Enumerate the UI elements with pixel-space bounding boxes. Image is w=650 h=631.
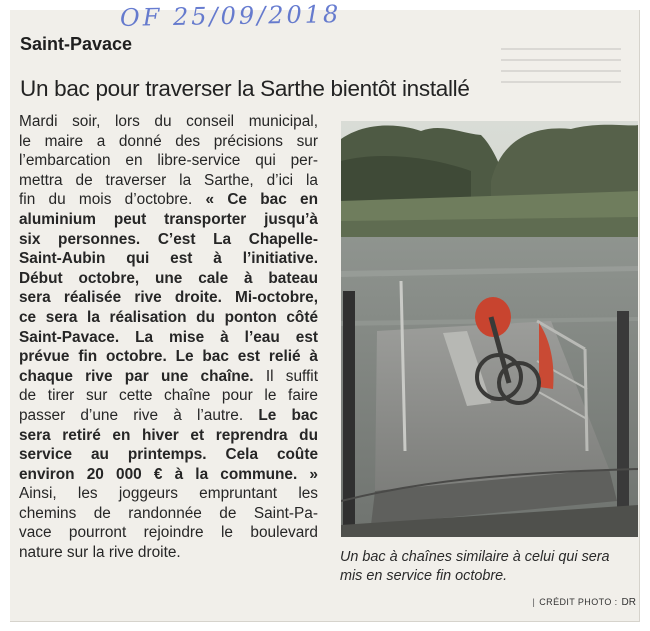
body-line [19, 523, 318, 543]
body-line [19, 484, 318, 504]
body-text: de tirer sur cette chaîne pour le faire [19, 387, 318, 405]
body-text-bold: service au printemps. Cela coûte [19, 446, 318, 464]
body-text: Mardi soir, lors du conseil municipal, [19, 113, 318, 130]
body-line [19, 445, 318, 465]
bleed-through-text [501, 48, 621, 88]
body-line [19, 504, 318, 524]
body-text: nature sur la rive droite. [19, 544, 181, 562]
body-line [19, 210, 318, 230]
body-text: vace pourront rejoindre le boulevard [19, 524, 318, 542]
body-line [19, 288, 318, 308]
body-text-bold: « Ce bac en [205, 191, 318, 209]
body-text-bold: Saint-Pavace. La mise à l’eau est [19, 328, 318, 346]
body-text-bold: six personnes. C’est La Chapelle- [19, 230, 318, 248]
ferry-photo-illustration [341, 121, 638, 537]
body-text-bold: sera réalisée rive droite. Mi-octobre, [19, 289, 318, 307]
body-line [19, 465, 318, 485]
body-line [19, 406, 318, 426]
body-line [19, 249, 318, 269]
body-line [19, 269, 318, 289]
body-line [19, 132, 318, 152]
credit-value: DR [621, 597, 636, 608]
body-text: fin du mois d’octobre. [19, 191, 206, 209]
body-text-bold: sera retiré en hiver et reprendra du [19, 426, 318, 444]
body-line [19, 347, 318, 367]
body-text: le maire a donné des précisions sur [19, 132, 318, 150]
body-text-bold: Le bac [258, 406, 318, 424]
credit-separator: | [532, 597, 536, 607]
body-text: Ainsi, les joggeurs empruntant les [19, 485, 318, 503]
body-text: Il suffit [265, 367, 318, 385]
body-text: chemins de randonnée de Saint-Pa- [19, 504, 318, 522]
credit-label: CRÉDIT PHOTO : [539, 597, 618, 607]
article-headline: Un bac pour traverser la Sarthe bientôt installé [20, 76, 470, 101]
article-body [19, 112, 318, 563]
body-line [19, 171, 318, 191]
body-line [19, 426, 318, 446]
body-line [19, 190, 318, 210]
body-text-bold: Début octobre, une cale à bateau [19, 269, 318, 287]
body-text-bold: environ 20 000 € à la commune. » [19, 465, 318, 483]
body-line [19, 230, 318, 250]
body-text-bold: Saint-Aubin qui est à l’initiative. [19, 250, 318, 268]
body-line [19, 367, 318, 387]
section-label: Saint-Pavace [20, 34, 133, 54]
body-text: l’embarcation en libre-service qui per- [19, 152, 318, 170]
ferry-photo [341, 121, 638, 537]
body-line [19, 328, 318, 348]
body-line [19, 308, 318, 328]
body-text: mettra de traverser la Sarthe, d’ici la [19, 171, 318, 189]
body-line [19, 386, 318, 406]
body-text-bold: prévue fin octobre. Le bac est relié à [19, 348, 318, 366]
photo-credit [533, 597, 636, 608]
body-text-bold: ce sera la réalisation du ponton côté [19, 308, 318, 326]
photo-caption: Un bac à chaînes similaire à celui qui sera mis en service fin octobre. [340, 549, 610, 584]
body-text-bold: aluminium peut transporter jusqu’à [19, 210, 318, 228]
handwritten-date-annotation: OF 25/09/2018 [119, 0, 342, 32]
body-line [19, 151, 318, 171]
body-text: passer d’une rive à l’autre. [19, 406, 259, 424]
body-line [19, 112, 318, 132]
body-text-bold: chaque rive par une chaîne. [19, 367, 266, 385]
body-line [19, 543, 318, 563]
